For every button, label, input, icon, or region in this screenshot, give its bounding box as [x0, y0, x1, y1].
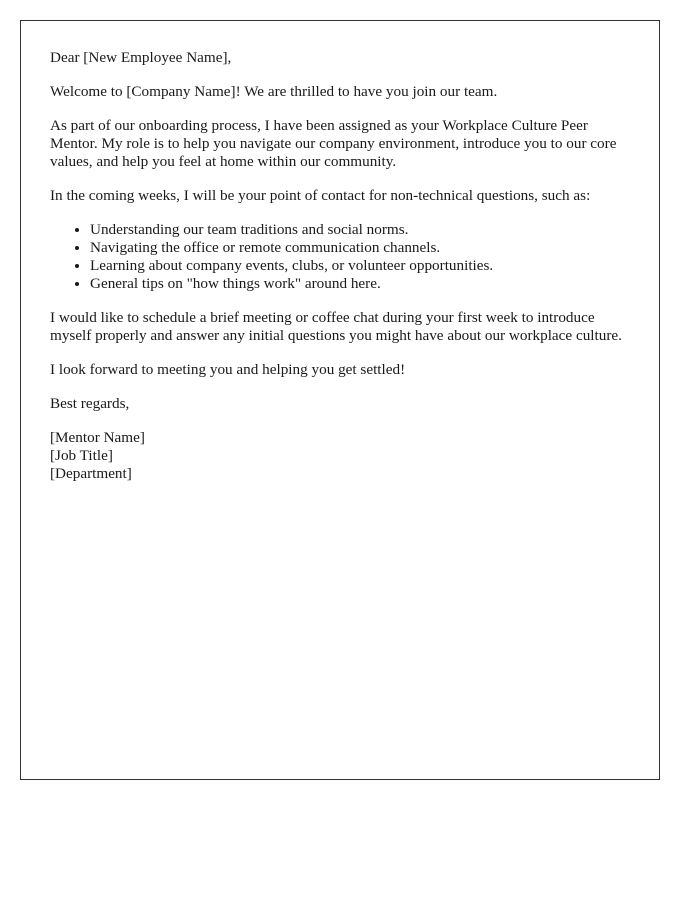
list-item: • Learning about company events, clubs, or volunteer opportunities.: [90, 257, 630, 275]
meeting-paragraph: I would like to schedule a brief meeting or coffee chat during your first week to introduce myself properly and answer any initial questions you might have about our workplace culture.: [50, 309, 622, 344]
signature-name: [Mentor Name]: [50, 429, 145, 446]
signature-department: [Department]: [50, 465, 132, 482]
sign-off: Best regards,: [50, 395, 130, 412]
list-item: • Navigating the office or remote communication channels.: [90, 239, 630, 257]
closing-paragraph: I look forward to meeting you and helping you get settled!: [50, 361, 406, 378]
signature-block: [50, 429, 630, 483]
welcome-paragraph: Welcome to [Company Name]! We are thrilled to have you join our team.: [50, 83, 498, 100]
contact-intro-paragraph: In the coming weeks, I will be your point of contact for non-technical questions, such as:: [50, 187, 591, 204]
role-paragraph: As part of our onboarding process, I have been assigned as your Workplace Culture Peer Mentor. My role is to help you navigate our company environment, introduce you to our core values, and help you feel at home within our community.: [50, 117, 617, 170]
topics-list: [50, 221, 630, 293]
signature-title: [Job Title]: [50, 447, 113, 464]
greeting: Dear [New Employee Name],: [50, 49, 232, 66]
list-item: • General tips on "how things work" around here.: [90, 275, 630, 293]
letter-container: [20, 20, 660, 780]
list-item: • Understanding our team traditions and social norms.: [90, 221, 630, 239]
